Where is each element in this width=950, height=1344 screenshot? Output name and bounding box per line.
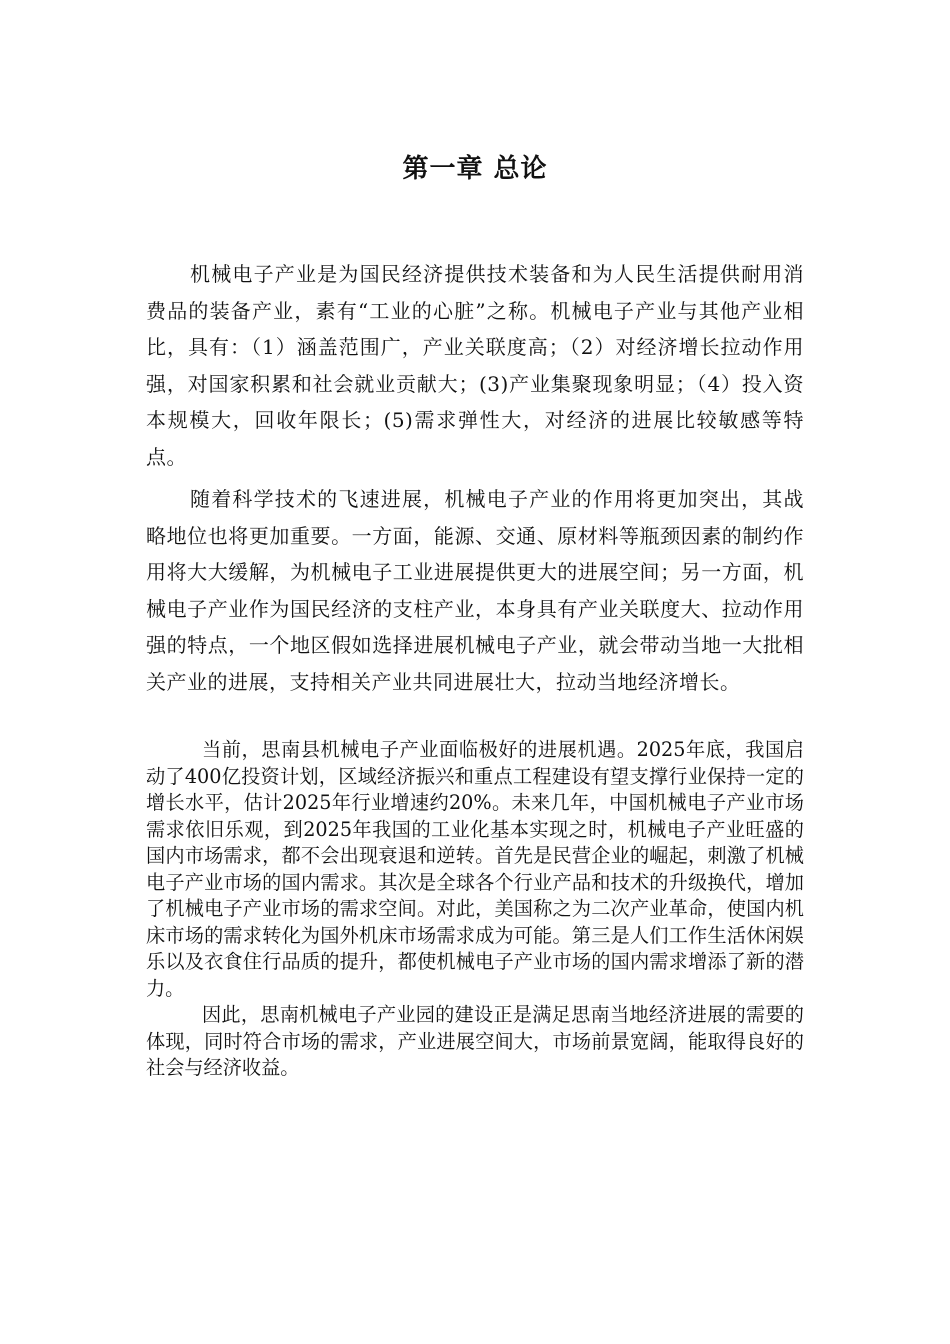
paragraph-3: 当前，思南县机械电子产业面临极好的进展机遇。2025年底，我国启动了400亿投资计划，区域经济振兴和重点工程建设有望支撑行业保持一定的增长水平，估计2025年行业增速约20%。未来几年，中国机械电子产业市场需求依旧乐观，到2025年我国的工业化基本实现之时，机械电子产业旺盛的国内市场需求，都不会出现衰退和逆转。首先是民营企业的崛起，刺激了机械电子产业市场的国内需求。其次是全球各个行业产品和技术的升级换代，增加了机械电子产业市场的需求空间。对此，美国称之为二次产业革命，使国内机床市场的需求转化为国外机床市场需求成为可能。第三是人们工作生活休闲娱乐以及衣食住行品质的提升，都使机械电子产业市场的国内需求增添了新的潜力。: [146, 738, 804, 1000]
body-text-tight: [146, 737, 804, 1082]
body-text-loose: [146, 256, 804, 700]
paragraph-1: 机械电子产业是为国民经济提供技术装备和为人民生活提供耐用消费品的装备产业，素有“工业的心脏”之称。机械电子产业与其他产业相比，具有：（1）涵盖范围广，产业关联度高；（2）对经济增长拉动作用强，对国家积累和社会就业贡献大；(3)产业集聚现象明显；（4）投入资本规模大，回收年限长；(5)需求弹性大，对经济的进展比较敏感等特点。: [146, 262, 804, 469]
chapter-title: 第一章 总论: [402, 154, 548, 184]
paragraph-2: 随着科学技术的飞速进展，机械电子产业的作用将更加突出，其战略地位也将更加重要。一方面，能源、交通、原材料等瓶颈因素的制约作用将大大缓解，为机械电子工业进展提供更大的进展空间；另一方面，机械电子产业作为国民经济的支柱产业，本身具有产业关联度大、拉动作用强的特点，一个地区假如选择进展机械电子产业，就会带动当地一大批相关产业的进展，支持相关产业共同进展壮大，拉动当地经济增长。: [146, 487, 804, 694]
paragraph-4: 因此，思南机械电子产业园的建设正是满足思南当地经济进展的需要的体现，同时符合市场的需求，产业进展空间大，市场前景宽阔，能取得良好的社会与经济收益。: [146, 1003, 804, 1079]
